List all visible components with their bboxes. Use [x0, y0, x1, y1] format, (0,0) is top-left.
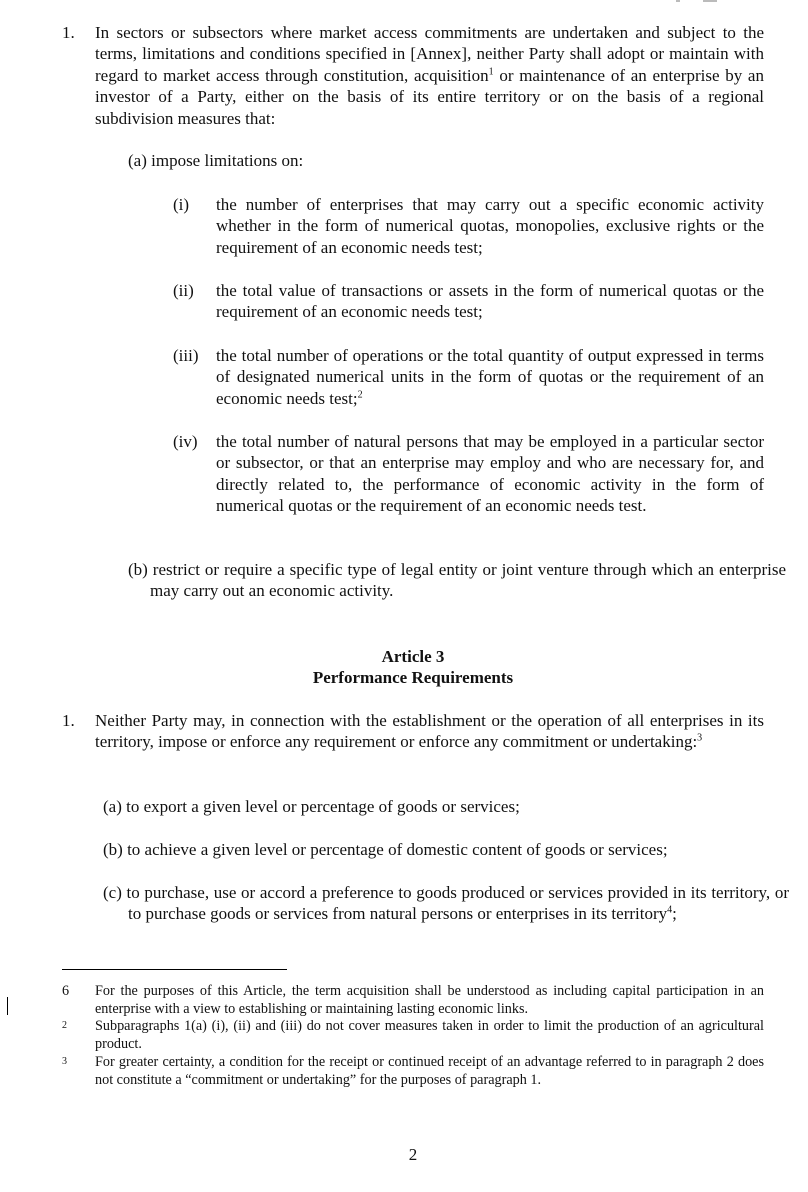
- page-number: 2: [408, 1145, 418, 1164]
- article-title: Performance Requirements: [312, 668, 514, 687]
- list-item-label: (iv): [173, 432, 198, 451]
- list-item: the total number of natural persons that may be employed in a particular sector or subsector, or that an enterprise may employ and who are necessary for, and directly related to, the performance of economic activity in the form of numerical quotas or the requirement of an economic needs test.: [216, 432, 764, 516]
- list-item: (a) impose limitations on:: [128, 151, 304, 170]
- top-edge-mark: [703, 0, 717, 2]
- footnote-marker: 6: [62, 983, 70, 999]
- list-item: the total value of transactions or assets in the form of numerical quotas or the requirement of an economic needs test;: [216, 281, 764, 322]
- footnote-marker: 3: [62, 1056, 67, 1067]
- list-item-label: (ii): [173, 281, 194, 300]
- list-item: the number of enterprises that may carry out a specific economic activity whether in the form of numerical quotas, monopolies, exclusive rights or the requirement of an economic needs test;: [216, 195, 764, 257]
- list-item: (a) to export a given level or percentage of goods or services;: [103, 797, 520, 816]
- footnote-ref[interactable]: 3: [697, 732, 703, 744]
- list-item-label: (iii): [173, 346, 199, 365]
- change-bar: [7, 997, 8, 1015]
- footnote-text: For the purposes of this Article, the term acquisition shall be understood as including capital participation in an enterprise with a view to establishing or maintaining lasting economic links.: [95, 983, 764, 1017]
- footnote-marker: 2: [62, 1020, 67, 1031]
- paragraph-text: In sectors or subsectors where market access commitments are undertaken and subject to the terms, limitations and conditions specified in [Annex], neither Party shall adopt or maintain with regard to market access through constitution, acquisition$^1$ or maintenance of an enterprise by an investor of a Party, either on the basis of its entire territory or on the basis of a regional subdivision measures that:: [95, 23, 764, 128]
- paragraph-number: 1.: [62, 23, 75, 42]
- footnote-text: Subparagraphs 1(a) (i), (ii) and (iii) do not cover measures taken in order to limit the production of an agricultural product.: [95, 1018, 764, 1052]
- footnote-ref[interactable]: 1: [488, 66, 494, 78]
- footnote-separator: [62, 969, 287, 970]
- paragraph-text: Neither Party may, in connection with the establishment or the operation of all enterprises in its territory, impose or enforce any requirement or enforce any commitment or undertaking:$^3$: [95, 711, 764, 752]
- footnote-ref[interactable]: 4: [667, 904, 673, 916]
- top-edge-mark: [676, 0, 680, 2]
- list-item: (c) to purchase, use or accord a preference to goods produced or services provided in its territory, or to purchase goods or services from natural persons or enterprises in its territory$^4$;: [103, 883, 789, 924]
- article-number: Article 3: [381, 647, 445, 666]
- list-item: (b) restrict or require a specific type of legal entity or joint venture through which an enterprise may carry out an economic activity.: [128, 560, 786, 601]
- list-item-label: (i): [173, 195, 190, 214]
- list-item: (b) to achieve a given level or percentage of domestic content of goods or services;: [103, 840, 668, 859]
- footnote-text: For greater certainty, a condition for the receipt or continued receipt of an advantage referred to in paragraph 2 does not constitute a “commitment or undertaking” for the purposes of paragraph 1.: [95, 1054, 764, 1088]
- paragraph-number: 1.: [62, 711, 75, 730]
- list-item: the total number of operations or the total quantity of output expressed in terms of designated numerical units in the form of quotas or the requirement of an economic needs test;$^2$: [216, 346, 764, 408]
- footnote-ref[interactable]: 2: [357, 389, 363, 401]
